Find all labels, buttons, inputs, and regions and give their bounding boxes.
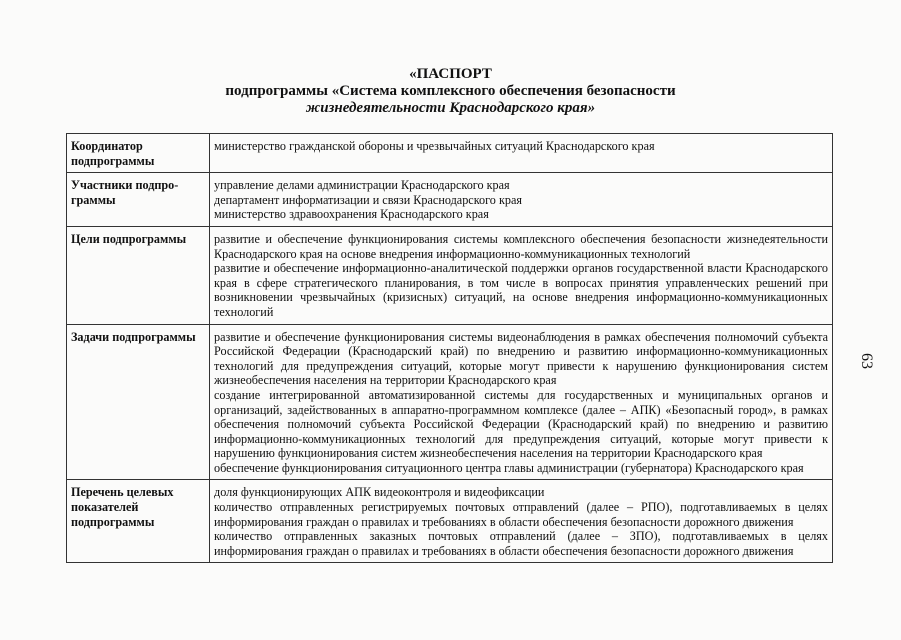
content-line: создание интегрированной автоматизированной системы для государственных и муниципальных органов и организаций, задействованных в аппаратно-программном комплексе (далее – АПК) «Безопасный город», в рамках обеспечения полномочий субъекта Российской Федерации (Краснодарский край) по внедрению и развитию информационно-коммуникационных технологий для предупреждения ситуаций, которые могут привести к нарушению функционирования систем жизнеобеспечения населения на территории Краснодарского края xyxy=(214,387,828,461)
row-label-indicators: Перечень целевых показателей подпрограммы xyxy=(67,480,210,563)
title-line-3: жизнедеятельности Краснодарского края» xyxy=(305,100,596,116)
row-label-goals: Цели подпрограммы xyxy=(67,226,210,324)
content-line: доля функционирующих АПК видеоконтроля и видеофиксации xyxy=(214,485,545,500)
content-line: министерство гражданской обороны и чрезвычайных ситуаций Краснодарского края xyxy=(214,139,655,153)
content-line: развитие и обеспечение информационно-аналитической поддержки органов государственной власти Краснодарского края в сфере стратегического планирования, в том числе в вопросах принятия управленческих решений при возникновении чрезвычайных (кризисных) ситуаций, на основе внедрения информационно-коммуникационных технологий xyxy=(214,261,828,319)
table-row xyxy=(67,134,833,173)
content-line: количество отправленных заказных почтовых отправлений (далее – ЗПО), подготавливаемых в целях информирования граждан о правилах и требованиях в области обеспечения безопасности дорожного движения xyxy=(214,529,828,558)
passport-table xyxy=(66,133,833,563)
table-row xyxy=(67,324,833,480)
title-line-1: «ПАСПОРТ xyxy=(409,66,492,82)
row-label-tasks: Задачи подпрограммы xyxy=(67,324,210,480)
content-line: развитие и обеспечение функционирования системы видеонаблюдения в рамках обеспечения полномочий субъекта Российской Федерации (Краснодарский край) по внедрению и развитию информационно-коммуникационных технологий для предупреждения ситуаций, которые могут привести к нарушению функционирования систем жизнеобеспечения населения на территории Краснодарского края xyxy=(214,329,828,388)
content-line: департамент информатизации и связи Краснодарского края xyxy=(214,192,522,207)
content-line: количество отправленных регистрируемых почтовых отправлений (далее – РПО), подготавливаемых в целях информирования граждан о правилах и требованиях в области обеспечения безопасности дорожного движения xyxy=(214,500,828,529)
content-line: обеспечение функционирования ситуационного центра главы администрации (губернатора) Краснодарского края xyxy=(214,460,804,475)
content-line: развитие и обеспечение функционирования системы комплексного обеспечения безопасности жизнедеятельности Краснодарского края на основе внедрения информационно-коммуникационных технологий xyxy=(214,231,828,261)
row-content-participants xyxy=(210,173,833,227)
content-line: министерство здравоохранения Краснодарского края xyxy=(214,207,489,222)
table-row xyxy=(67,173,833,227)
row-label-participants: Участники подпро-граммы xyxy=(67,173,210,227)
page-number: 63 xyxy=(858,353,875,369)
table-row xyxy=(67,226,833,324)
row-label-coordinator: Координатор подпрограммы xyxy=(67,134,210,173)
row-content-tasks xyxy=(210,324,833,480)
document-title xyxy=(0,66,901,117)
content-line: управление делами администрации Краснодарского края xyxy=(214,178,510,193)
row-content-indicators xyxy=(210,480,833,563)
row-content-coordinator xyxy=(210,134,833,173)
row-content-goals xyxy=(210,226,833,324)
title-line-2: подпрограммы «Система комплексного обеспечения безопасности xyxy=(225,83,676,99)
table-row xyxy=(67,480,833,563)
